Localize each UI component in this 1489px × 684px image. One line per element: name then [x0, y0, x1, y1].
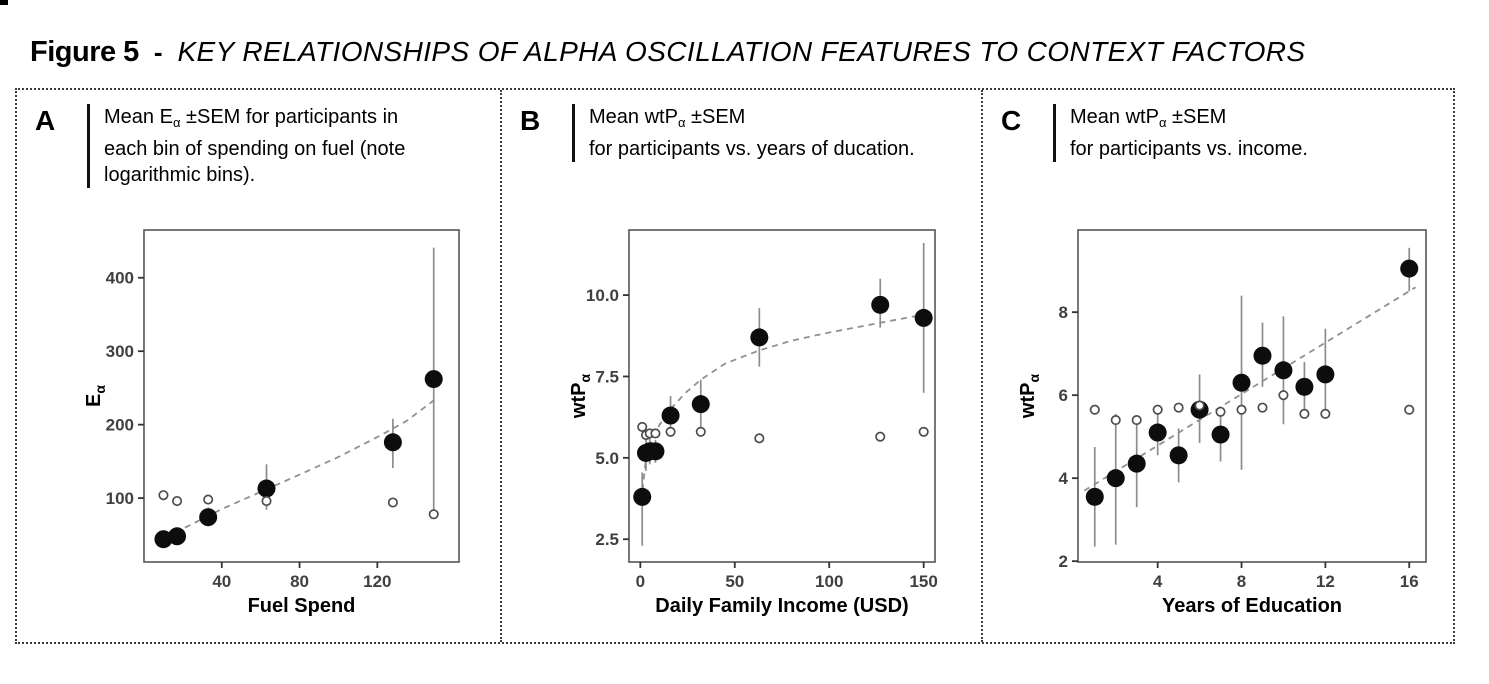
figure-title [30, 36, 1305, 69]
scan-corner-mark [0, 0, 8, 5]
data-point-open [638, 423, 646, 431]
data-point-filled [1149, 424, 1167, 442]
caption-prefix: Mean wtP [589, 106, 678, 128]
chart-svg [569, 220, 953, 620]
x-axis-title: Fuel Spend [247, 595, 356, 617]
caption-prefix: Mean wtP [1070, 106, 1159, 128]
data-point-filled [646, 442, 664, 460]
y-axis-title: wtP$_\alpha$ [1018, 373, 1042, 419]
figure-number-label: Figure 5 [30, 36, 139, 68]
y-tick-label: 8 [1058, 303, 1068, 323]
data-point-open [430, 510, 438, 518]
data-point-open [1300, 410, 1308, 418]
data-point-open [173, 497, 181, 505]
x-tick-label: 12 [1315, 572, 1335, 591]
data-point-open [697, 428, 705, 436]
data-point-open [876, 432, 884, 440]
chart-svg [1018, 220, 1444, 620]
panel-b-chart [569, 220, 953, 625]
data-point-filled [1212, 426, 1230, 444]
data-point-open [204, 495, 212, 503]
data-point-filled [1233, 374, 1251, 392]
y-tick-label: 10.0 [585, 286, 619, 306]
data-point-filled [1295, 378, 1313, 396]
panel-c-letter: C [1001, 105, 1022, 136]
x-tick-label: 50 [725, 572, 745, 591]
data-point-open [755, 434, 763, 442]
y-tick-label: 100 [105, 489, 134, 509]
figure-box [15, 88, 1455, 644]
data-point-filled [384, 433, 402, 451]
x-tick-label: 100 [815, 572, 844, 591]
panel-a-header [35, 104, 405, 188]
panel-b-divider-bar [572, 104, 575, 162]
x-tick-label: 8 [1236, 572, 1247, 591]
caption-rest: ±SEM for participants in [180, 106, 399, 128]
data-point-open [1132, 416, 1140, 424]
data-point-open [1216, 408, 1224, 416]
data-point-open [159, 491, 167, 499]
x-tick-label: 0 [635, 572, 646, 591]
x-tick-label: 80 [290, 572, 310, 591]
data-point-open [1195, 401, 1203, 409]
panel-c-caption [1070, 104, 1308, 162]
x-tick-label: 16 [1399, 572, 1419, 591]
y-tick-label: 300 [105, 342, 134, 362]
data-point-open [389, 498, 397, 506]
caption-line: for participants vs. years of ducation. [589, 138, 915, 160]
data-point-filled [1086, 488, 1104, 506]
data-point-open [262, 497, 270, 505]
data-point-filled [1107, 469, 1125, 487]
caption-rest: ±SEM [685, 106, 746, 128]
caption-subscript: α [1158, 115, 1167, 130]
data-point-filled [692, 395, 710, 413]
x-axis-title: Daily Family Income (USD) [655, 595, 909, 617]
data-point-filled [1128, 455, 1146, 473]
plot-border [629, 230, 935, 562]
panel-c-divider-bar [1053, 104, 1056, 162]
data-point-filled [1274, 361, 1292, 379]
data-point-open [651, 429, 659, 437]
figure-title-text: KEY RELATIONSHIPS OF ALPHA OSCILLATION FEATURES TO CONTEXT FACTORS [177, 36, 1306, 67]
panel-a-divider-bar [87, 104, 90, 188]
data-point-open [1405, 405, 1413, 413]
y-axis-title: wtP$_\alpha$ [569, 373, 593, 419]
caption-line [1070, 106, 1226, 128]
panel-c [983, 90, 1453, 642]
data-point-open [1279, 391, 1287, 399]
plot-border [1078, 230, 1426, 562]
y-tick-label: 2.5 [595, 530, 619, 550]
data-point-filled [1253, 347, 1271, 365]
data-point-filled [199, 508, 217, 526]
panel-a [17, 90, 502, 642]
data-point-open [919, 428, 927, 436]
y-tick-label: 2 [1058, 552, 1068, 572]
chart-svg [84, 220, 477, 620]
caption-line: logarithmic bins). [104, 164, 256, 186]
x-tick-label: 150 [909, 572, 938, 591]
x-tick-label: 40 [212, 572, 232, 591]
data-point-open [1153, 405, 1161, 413]
x-axis-title: Years of Education [1161, 595, 1343, 617]
caption-line [589, 106, 745, 128]
y-tick-label: 7.5 [595, 367, 619, 387]
data-point-filled [633, 488, 651, 506]
caption-prefix: Mean E [104, 106, 173, 128]
panel-a-letter: A [35, 105, 56, 136]
y-tick-label: 200 [105, 415, 134, 435]
panel-b-letter: B [520, 105, 541, 136]
data-point-filled [258, 480, 276, 498]
plot-border [144, 230, 459, 562]
data-point-filled [871, 296, 889, 314]
y-tick-label: 5.0 [595, 448, 619, 468]
data-point-filled [915, 309, 933, 327]
panel-b [502, 90, 983, 642]
data-point-filled [662, 407, 680, 425]
data-point-filled [1316, 365, 1334, 383]
y-tick-label: 6 [1058, 386, 1068, 406]
data-point-filled [168, 527, 186, 545]
data-point-filled [1400, 260, 1418, 278]
caption-line: each bin of spending on fuel (note [104, 138, 406, 160]
panel-c-chart [1018, 220, 1444, 625]
caption-subscript: α [172, 115, 181, 130]
data-point-open [1174, 403, 1182, 411]
figure-title-dash: - [153, 37, 163, 67]
data-point-open [1112, 416, 1120, 424]
data-point-filled [1170, 446, 1188, 464]
data-point-open [1237, 405, 1245, 413]
x-tick-label: 4 [1152, 572, 1163, 591]
trend-line [643, 315, 924, 491]
data-point-filled [750, 328, 768, 346]
panel-a-chart [84, 220, 477, 625]
y-tick-label: 400 [105, 268, 134, 288]
caption-line: for participants vs. income. [1070, 138, 1308, 160]
y-axis-title: $E_\alpha$ [84, 385, 108, 407]
caption-rest: ±SEM [1166, 106, 1227, 128]
x-tick-label: 120 [363, 572, 392, 591]
data-point-open [666, 428, 674, 436]
caption-line [104, 106, 398, 128]
y-tick-label: 4 [1058, 469, 1068, 489]
data-point-open [1321, 410, 1329, 418]
panel-c-header [1001, 104, 1308, 162]
caption-subscript: α [677, 115, 686, 130]
data-point-open [1258, 403, 1266, 411]
panel-b-header [520, 104, 915, 162]
data-point-filled [425, 370, 443, 388]
panel-a-caption [104, 104, 405, 188]
data-point-open [1091, 405, 1099, 413]
panel-b-caption [589, 104, 915, 162]
